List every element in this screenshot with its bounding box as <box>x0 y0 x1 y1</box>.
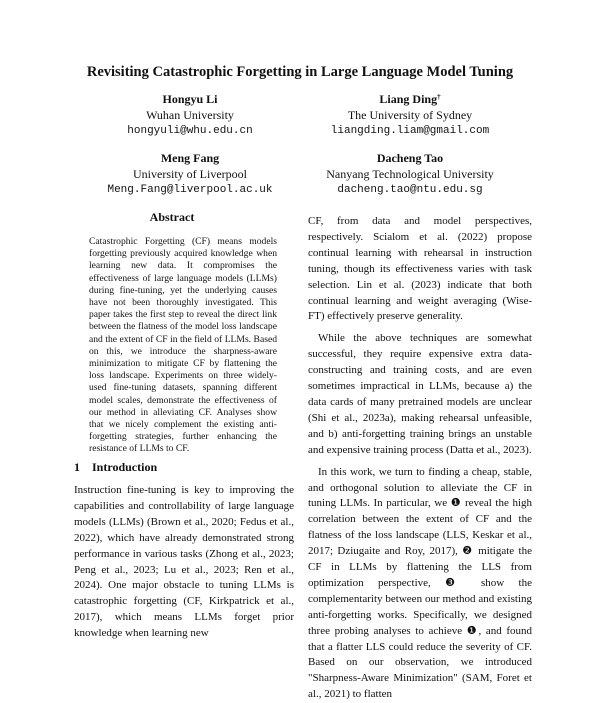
intro-paragraph: While the above techniques are somewhat successful, they require expensive extra data-constructing and training costs, and are even sometimes impractical in LLMs, because a) the data cards of many pretrained models are unclear (Shi et al., 2023a), making rehearsal unfeasible, and b) anti-forgetting training brings an unstable and expensive training process (Datta et al., 2023). <box>308 332 532 456</box>
section-number: 1 <box>74 460 80 474</box>
intro-paragraph-left: Instruction fine-tuning is key to improving the capabilities and controllability of large language models (LLMs) (Brown et al., 2020; Fedus et al., 2022), which have already demonstrated strong performance in various tasks (Zhong et al., 2023; Peng et al., 2023; Lu et al., 2023; Ren et al., 2024). One major obstacle to tuning LLMs is catastrophic forgetting (CF, Kirkpatrick et al., 2017), which means LLMs forget prior knowledge when learning new <box>74 484 294 640</box>
corresponding-author-marker: † <box>437 93 441 101</box>
author-email[interactable]: dacheng.tao@ntu.edu.sg <box>337 184 483 196</box>
section-title: Introduction <box>92 460 158 474</box>
author-affiliation: Nanyang Technological University <box>326 167 494 181</box>
author-affiliation: The University of Sydney <box>347 108 473 122</box>
author-block <box>70 91 310 139</box>
intro-paragraph: CF, from data and model perspectives, respectively. Scialom et al. (2022) propose continual learning with rehearsal in instruction tuning, though its effectiveness varies with task selection. Lin et al. (2023) indicate that both continual learning and weight averaging (Wise-FT) effectively preserve generality. <box>308 215 532 323</box>
author-email[interactable]: hongyuli@whu.edu.cn <box>127 125 253 137</box>
author-block <box>290 150 530 198</box>
author-affiliation: University of Liverpool <box>133 167 247 181</box>
author-name: Meng Fang <box>160 151 220 165</box>
right-column <box>308 214 532 701</box>
author-name-line <box>290 91 530 107</box>
abstract-heading: Abstract <box>149 210 195 224</box>
section-heading-introduction <box>74 460 157 475</box>
author-block <box>70 150 310 198</box>
intro-paragraph: In this work, we turn to finding a cheap, stable, and orthogonal solution to alleviate the CF in tuning LLMs. In particular, we ❶ reveal the high correlation between the extent of CF and the flatness of the loss landscape (LLS, Keskar et al., 2017; Dziugaite and Roy, 2017), ❷ mitigate the CF in LLMs by flattening the LLS from optimization perspective, ❸ show the complementarity between our method and existing anti-forgetting works. Specifically, we designed three probing analyses to achieve ❶, and found that a flatter LLS could reduce the severity of CF. Based on our observation, we introduced "Sharpness-Aware Minimization" (SAM, Foret et al., 2021) to flatten <box>308 465 532 701</box>
author-name: Hongyu Li <box>162 92 218 106</box>
paper-title: Revisiting Catastrophic Forgetting in Large Language Model Tuning <box>86 64 514 80</box>
author-email[interactable]: Meng.Fang@liverpool.ac.uk <box>107 184 273 196</box>
author-affiliation: Wuhan University <box>146 108 234 122</box>
abstract-text: Catastrophic Forgetting (CF) means models forgetting previously acquired knowledge when learning new data. It compromises the effectiveness of large language models (LLMs) during fine-tuning, yet the underlying causes have not been thoroughly investigated. This paper takes the first step to reveal the direct link between the flatness of the model loss landscape and the extent of CF in the field of LLMs. Based on this, we introduce the sharpness-aware minimization to mitigate CF by flattening the loss landscape. Experiments on three widely-used fine-tuning datasets, spanning different model scales, demonstrate the effectiveness of our method in alleviating CF. Analyses show that we nicely complement the existing anti-forgetting strategies, further enhancing the resistance of LLMs to CF. <box>89 236 277 455</box>
author-block <box>290 91 530 139</box>
author-name: Dacheng Tao <box>376 151 444 165</box>
author-email[interactable]: liangding.liam@gmail.com <box>330 125 490 137</box>
author-name: Liang Ding <box>379 92 438 106</box>
